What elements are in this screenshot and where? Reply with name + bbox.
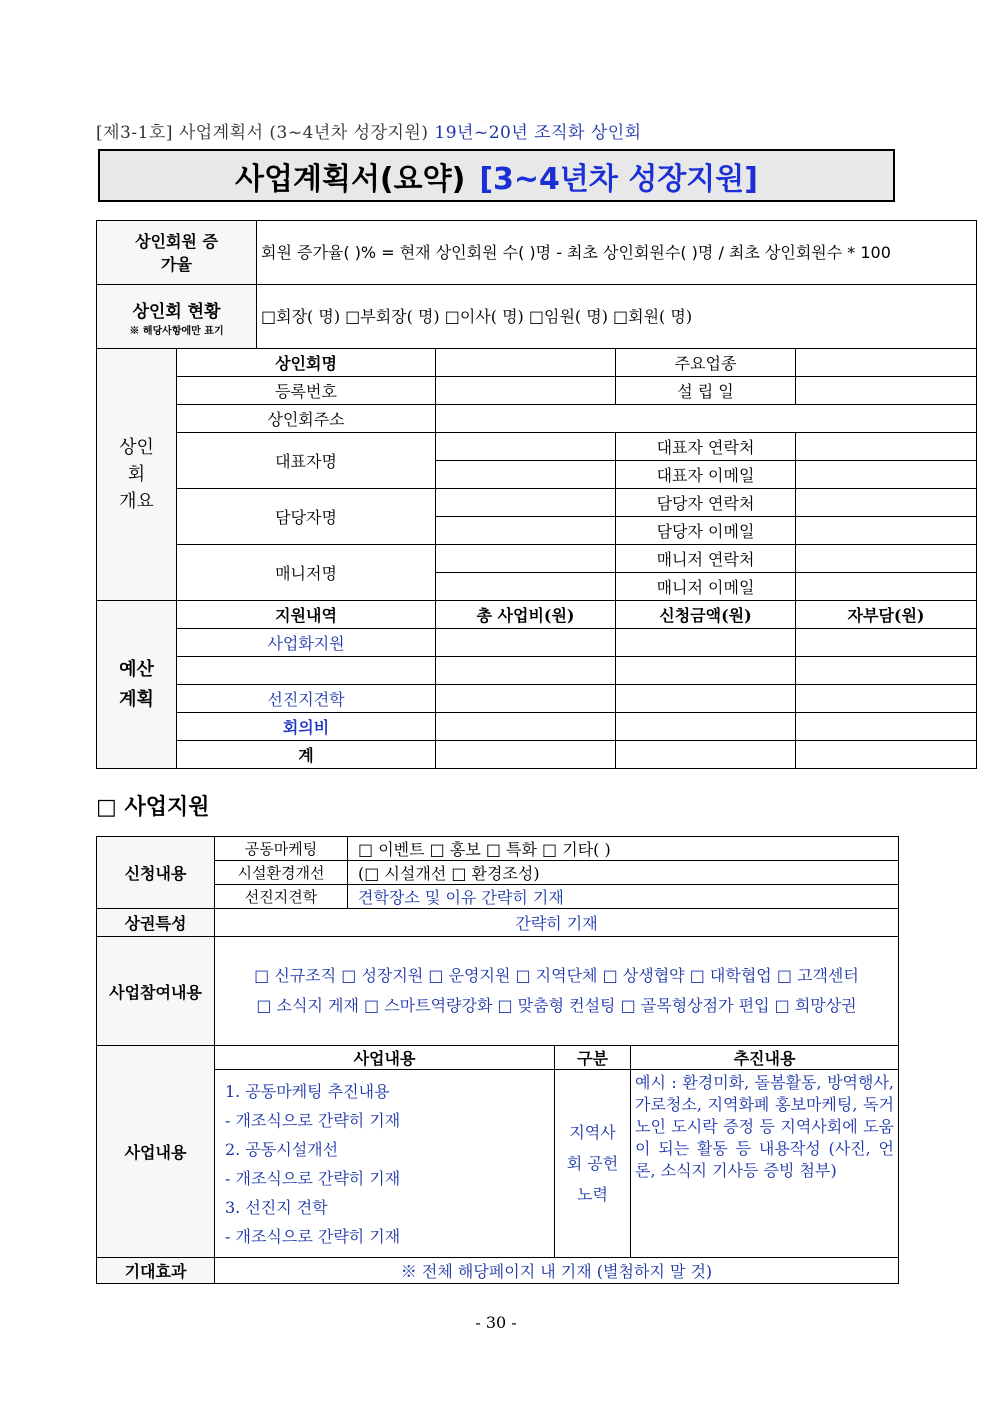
name-label: 상인회명 bbox=[177, 349, 436, 377]
apply-row-label: 공동마케팅 bbox=[215, 837, 348, 861]
content-item: - 개조식으로 간략히 기재 bbox=[225, 1226, 401, 1246]
mgr-contact-label: 담당자 연락처 bbox=[616, 489, 796, 517]
established-label: 설 립 일 bbox=[616, 377, 796, 405]
content-label: 사업내용 bbox=[97, 1046, 215, 1258]
manager-name-label: 매니저명 bbox=[177, 545, 436, 601]
budget-cell[interactable] bbox=[436, 685, 616, 713]
budget-header-item: 지원내역 bbox=[177, 601, 436, 629]
content-item: 3. 선진지 견학 bbox=[225, 1197, 328, 1217]
section-title: □ 사업지원 bbox=[96, 795, 210, 820]
budget-row-commercialization: 사업화지원 bbox=[177, 629, 436, 657]
budget-cell[interactable] bbox=[796, 685, 977, 713]
form-number-line bbox=[96, 118, 642, 143]
apply-row-label: 선진지견학 bbox=[215, 885, 348, 909]
content-item: - 개조식으로 간략히 기재 bbox=[225, 1168, 401, 1188]
budget-cell[interactable] bbox=[436, 741, 616, 769]
reg-no-field[interactable] bbox=[436, 377, 616, 405]
apply-row-value[interactable]: 견학장소 및 이유 간략히 기재 bbox=[348, 885, 899, 909]
content-item: 2. 공동시설개선 bbox=[225, 1139, 339, 1159]
budget-row-field-trip: 선진지견학 bbox=[177, 685, 436, 713]
budget-cell[interactable] bbox=[616, 713, 796, 741]
manager-contact-label: 매니저 연락처 bbox=[616, 545, 796, 573]
manager-name-field-2[interactable] bbox=[436, 573, 616, 601]
budget-cell[interactable] bbox=[436, 713, 616, 741]
growth-formula[interactable]: 회원 증가율( )% = 현재 상인회원 수( )명 - 최초 상인회원수( )명 / 최초 상인회원수 * 100 bbox=[257, 221, 977, 285]
document-title bbox=[98, 149, 895, 202]
status-note: ※ 해당사항에만 표기 bbox=[129, 325, 224, 337]
content-items[interactable] bbox=[215, 1070, 555, 1258]
overview-label: 상인회 개요 bbox=[97, 349, 177, 601]
progress-text[interactable]: 예시 : 환경미화, 돌봄활동, 방역행사, 가로청소, 지역화폐 홍보마케팅, 독거노인 도시락 증정 등 지역사회에 도움이 되는 활동 등 내용작성 (사진, 언론, 소식지 기사등 증빙 첨부) bbox=[631, 1070, 899, 1258]
rep-contact-label: 대표자 연락처 bbox=[616, 433, 796, 461]
status-label: 상인회 현황 bbox=[132, 301, 221, 322]
business-support-table bbox=[96, 836, 899, 1284]
budget-cell[interactable] bbox=[436, 629, 616, 657]
mgr-contact-field[interactable] bbox=[796, 489, 977, 517]
business-label: 주요업종 bbox=[616, 349, 796, 377]
budget-cell[interactable] bbox=[616, 741, 796, 769]
market-label: 상권특성 bbox=[97, 909, 215, 937]
established-field[interactable] bbox=[796, 377, 977, 405]
effect-label: 기대효과 bbox=[97, 1258, 215, 1284]
status-options[interactable]: □회장( 명) □부회장( 명) □이사( 명) □임원( 명) □회원( 명) bbox=[257, 285, 977, 349]
content-item: 1. 공동마케팅 추진내용 bbox=[225, 1081, 390, 1101]
content-item: - 개조식으로 간략히 기재 bbox=[225, 1110, 401, 1130]
budget-cell[interactable] bbox=[796, 629, 977, 657]
page-number: - 30 - bbox=[475, 1313, 517, 1332]
budget-cell[interactable] bbox=[616, 685, 796, 713]
budget-cell[interactable] bbox=[436, 657, 616, 685]
budget-row-total: 계 bbox=[177, 741, 436, 769]
budget-header-total: 총 사업비(원) bbox=[436, 601, 616, 629]
mgr-email-field[interactable] bbox=[796, 517, 977, 545]
summary-table bbox=[96, 220, 977, 769]
budget-cell[interactable] bbox=[796, 713, 977, 741]
category-cell: 지역사회 공헌 노력 bbox=[555, 1070, 631, 1258]
manager-name-field[interactable] bbox=[436, 545, 616, 573]
participation-line: □ 신규조직 □ 성장지원 □ 운영지원 □ 지역단체 □ 상생협약 □ 대학협업 □ 고객센터 bbox=[254, 966, 859, 985]
budget-row-blank[interactable] bbox=[177, 657, 436, 685]
mgr-email-label: 담당자 이메일 bbox=[616, 517, 796, 545]
mgr-name-label: 담당자명 bbox=[177, 489, 436, 545]
participation-options[interactable] bbox=[215, 937, 899, 1046]
manager-email-field[interactable] bbox=[796, 573, 977, 601]
rep-contact-field[interactable] bbox=[796, 433, 977, 461]
rep-name-label: 대표자명 bbox=[177, 433, 436, 489]
participation-label: 사업참여내용 bbox=[97, 937, 215, 1046]
budget-label: 예산 계획 bbox=[97, 601, 177, 769]
budget-cell[interactable] bbox=[796, 741, 977, 769]
apply-row-value[interactable]: (□ 시설개선 □ 환경조성) bbox=[348, 861, 899, 885]
apply-label: 신청내용 bbox=[97, 837, 215, 909]
content-header-progress: 추진내용 bbox=[631, 1046, 899, 1070]
business-field[interactable] bbox=[796, 349, 977, 377]
market-value[interactable]: 간략히 기재 bbox=[215, 909, 899, 937]
growth-label: 상인회원 증가율 bbox=[97, 221, 257, 285]
budget-cell[interactable] bbox=[616, 629, 796, 657]
apply-row-value[interactable]: □ 이벤트 □ 홍보 □ 특화 □ 기타( ) bbox=[348, 837, 899, 861]
form-period: 19년~20년 조직화 상인회 bbox=[434, 123, 642, 143]
address-field[interactable] bbox=[436, 405, 977, 433]
manager-email-label: 매니저 이메일 bbox=[616, 573, 796, 601]
apply-row-label: 시설환경개선 bbox=[215, 861, 348, 885]
participation-line: □ 소식지 게재 □ 스마트역량강화 □ 맞춤형 컨설팅 □ 골목형상점가 편입 □ 희망상권 bbox=[256, 996, 857, 1015]
name-field[interactable] bbox=[436, 349, 616, 377]
rep-email-label: 대표자 이메일 bbox=[616, 461, 796, 489]
budget-row-meeting: 회의비 bbox=[177, 713, 436, 741]
status-label-cell bbox=[97, 285, 257, 349]
reg-no-label: 등록번호 bbox=[177, 377, 436, 405]
mgr-name-field[interactable] bbox=[436, 489, 616, 517]
effect-value[interactable]: ※ 전체 해당페이지 내 기재 (별첨하지 말 것) bbox=[215, 1258, 899, 1284]
form-number: [제3-1호] 사업계획서 (3~4년차 성장지원) bbox=[96, 123, 429, 143]
manager-contact-field[interactable] bbox=[796, 545, 977, 573]
content-header-content: 사업내용 bbox=[215, 1046, 555, 1070]
budget-header-self: 자부담(원) bbox=[796, 601, 977, 629]
content-header-category: 구분 bbox=[555, 1046, 631, 1070]
rep-name-field[interactable] bbox=[436, 433, 616, 461]
budget-header-request: 신청금액(원) bbox=[616, 601, 796, 629]
rep-name-field-2[interactable] bbox=[436, 461, 616, 489]
budget-cell[interactable] bbox=[616, 657, 796, 685]
title-main: 사업계획서(요약) bbox=[235, 161, 466, 197]
address-label: 상인회주소 bbox=[177, 405, 436, 433]
mgr-name-field-2[interactable] bbox=[436, 517, 616, 545]
rep-email-field[interactable] bbox=[796, 461, 977, 489]
budget-cell[interactable] bbox=[796, 657, 977, 685]
title-sub: [3~4년차 성장지원] bbox=[479, 161, 758, 197]
